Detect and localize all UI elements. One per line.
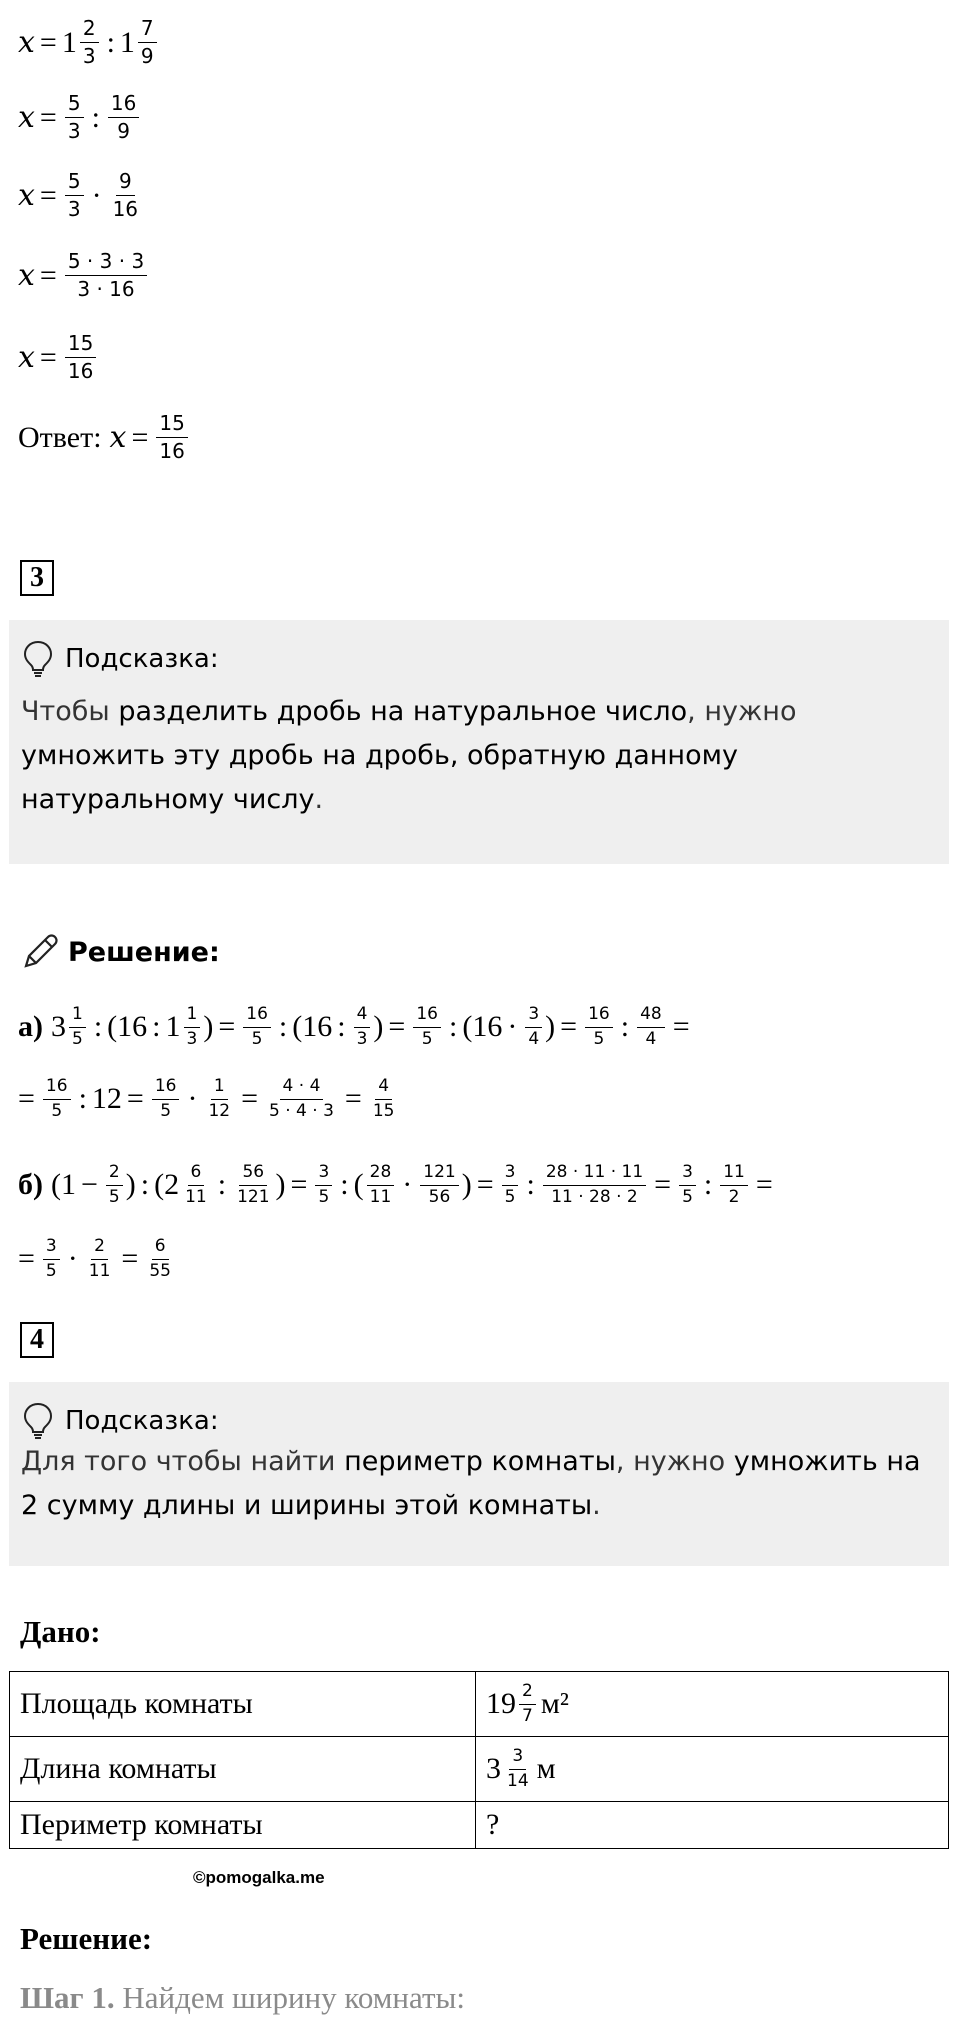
fraction: $\frac{9}{16}$ [112,169,139,221]
step-text: Найдем ширину комнаты: [122,1980,465,2015]
solution-b-line-2: = $\frac{3}{5}$ · $\frac{2}{11}$ = $\frac{6}{55}$ [18,1236,171,1281]
solution-a-line-1: а) 3 $\frac{1}{5}$ : ( 16 : 1 $\frac{1}{3}$ ) = $\frac{16}{5}$ : ( 16 : $\frac{4}{3}$ ) = $\frac{16}{5}$ : ( 16 · $\frac{3}{4}$ ) = $\frac{16}{5}$ : $\frac{48}{4}$ = [18,1004,690,1049]
answer-label: Ответ: [18,420,102,454]
fraction: $\frac{5}{3}$ [65,93,84,142]
item-label-b: б) [18,1168,43,1202]
hint-title: Подсказка: [65,644,219,674]
table-row [10,1672,949,1737]
table-cell-value: ? [476,1802,949,1849]
hint-text: Для того чтобы найти периметр комнаты, нужно умножить на 2 сумму длины и ширины этой комнаты. [21,1446,921,1521]
equation-line-4: x = $\frac{5 \cdot 3 \cdot 3}{3 \cdot 16}$ [18,251,150,300]
hint-header [23,1402,219,1440]
credit-watermark: ©pomogalka.me [193,1868,325,1887]
hint-text: Чтобы разделить дробь на натуральное число, нужно умножить эту дробь на дробь, обратную данному натуральному числу. [21,696,797,815]
equation-line-2: x = $\frac{5}{3}$ : $\frac{16}{9}$ [18,93,142,142]
fraction: $\frac{15}{16}$ [65,333,96,382]
hint-title: Подсказка: [65,1406,219,1436]
solution-header-task-3 [20,932,220,972]
equation-line-5: x = $\frac{15}{16}$ [18,333,99,382]
step-label: Шаг 1. [20,1980,115,2015]
solution-title: Решение: [68,936,220,968]
table-row [10,1737,949,1802]
step-1 [20,1980,465,2016]
solution-b-line-1: б) ( 1 − $\frac{2}{5}$ ) : ( 2 $\frac{6}{11}$ : $\frac{56}{121}$ ) = $\frac{3}{5}$ : ( $\frac{28}{11}$ · $\frac{121}{56}$ ) = $\frac{3}{5}$ : $\frac{28 \cdot 11 \cdot 11}{11 \cdot 28 \cdot 2}$ = $\frac{3}{5}$ : $\frac{11}{2}$ = [18,1162,773,1207]
table-cell-label: Длина комнаты [10,1737,476,1802]
task-number-3: 3 [20,560,54,596]
lightbulb-icon [23,640,53,678]
item-label-a: а) [18,1010,43,1044]
table-row [10,1802,949,1849]
fraction: $\frac{5 \cdot 3 \cdot 3}{3 \cdot 16}$ [65,251,147,300]
variable-x: x [18,24,35,60]
answer-line: Ответ: x = $\frac{15}{16}$ [18,413,191,462]
equation-line-1: x = 1 $\frac{2}{3}$ : 1 $\frac{7}{9}$ [18,18,160,67]
given-title: Дано: [20,1614,101,1649]
hint-box-task-4 [9,1382,949,1566]
table-cell-value: 19 $\frac{2}{7}$ м² [476,1672,949,1737]
table-cell-label: Периметр комнаты [10,1802,476,1849]
fraction: $\frac{15}{16}$ [156,413,187,462]
lightbulb-icon [23,1402,53,1440]
fraction: $\frac{2}{3}$ [80,18,99,67]
equation-line-3: x = $\frac{5}{3}$ · $\frac{9}{16}$ [18,171,144,220]
pencil-icon [20,932,60,972]
table-cell-label: Площадь комнаты [10,1672,476,1737]
solution-a-line-2: = $\frac{16}{5}$ : 12 = $\frac{16}{5}$ · $\frac{1}{12}$ = $\frac{4 \cdot 4}{5 \cdot 4 \cdot 3}$ = $\frac{4}{15}$ [18,1076,395,1121]
table-cell-value: 3 $\frac{3}{14}$ м [476,1737,949,1802]
given-table [9,1671,949,1849]
hint-header [23,640,219,678]
fraction: $\frac{7}{9}$ [138,18,157,67]
solution-title-task-4: Решение: [20,1921,153,1956]
fraction: $\frac{5}{3}$ [65,171,84,220]
fraction: $\frac{16}{9}$ [108,93,139,142]
hint-box-task-3 [9,620,949,864]
task-number-4: 4 [20,1322,54,1358]
